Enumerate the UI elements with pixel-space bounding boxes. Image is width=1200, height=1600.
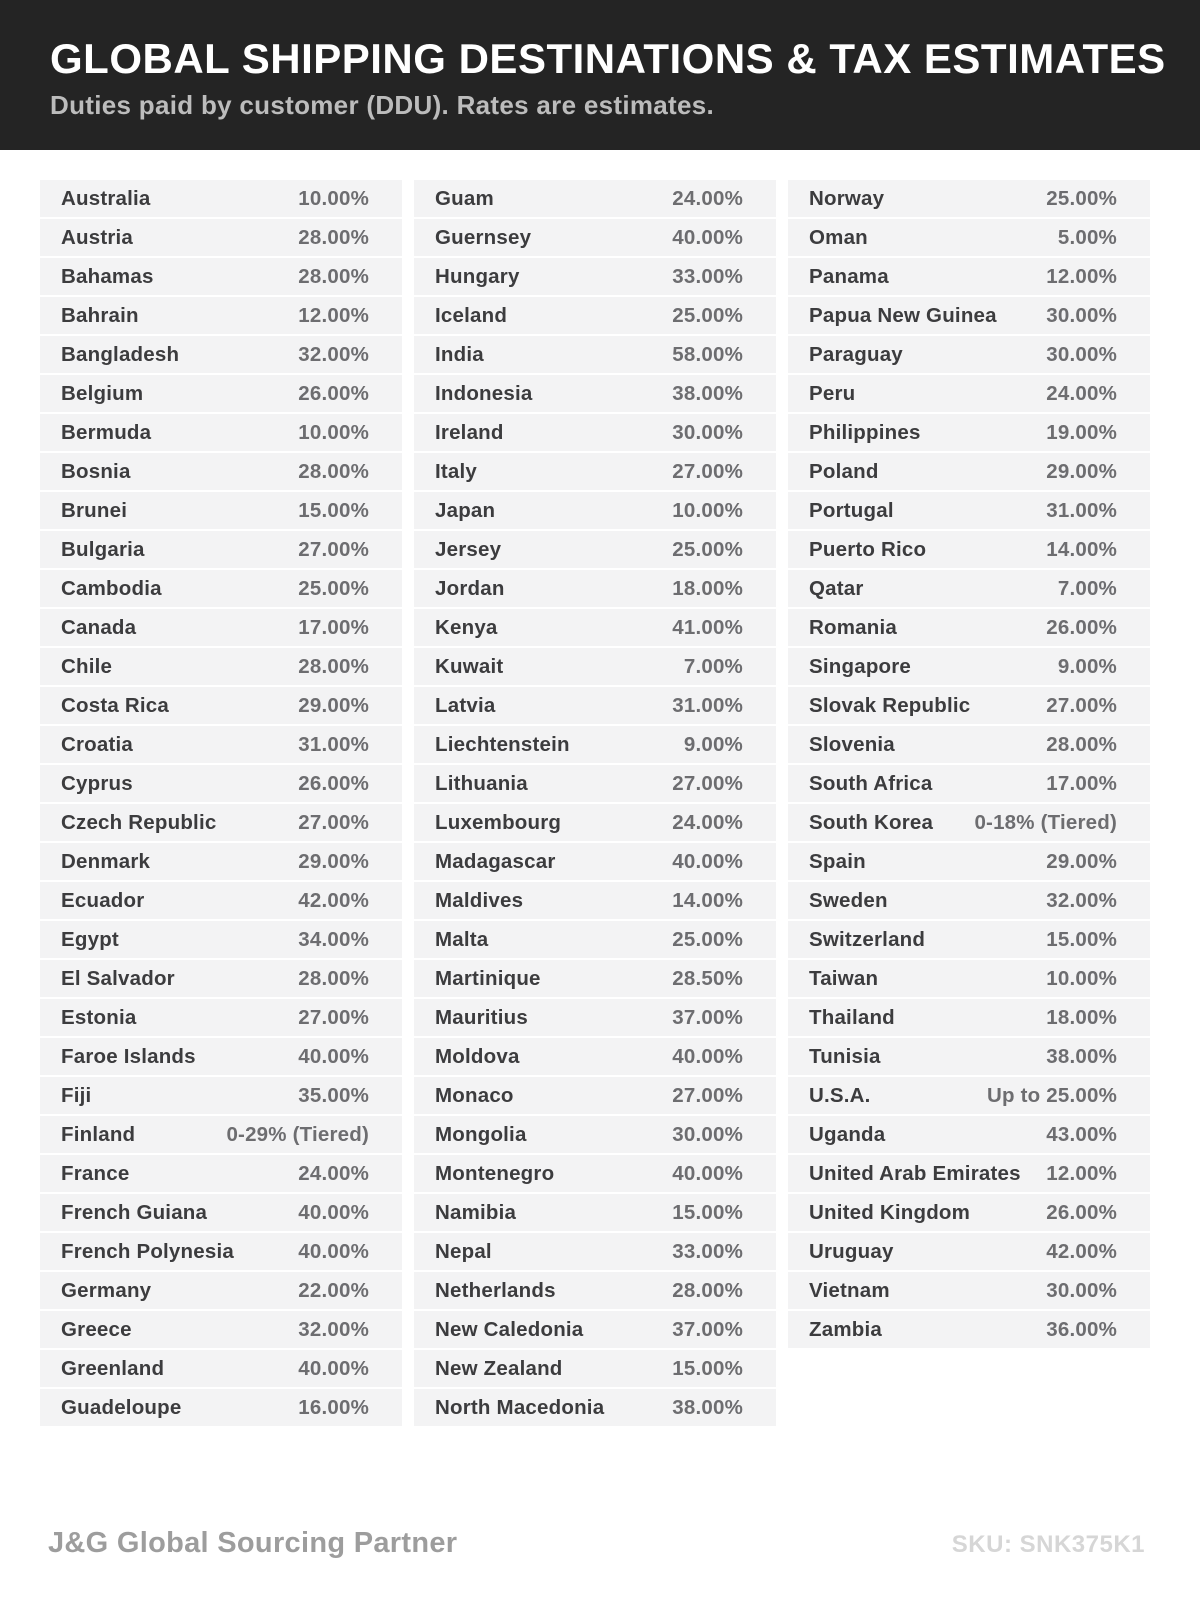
tax-rate: 32.00% — [298, 1317, 369, 1341]
country-name: United Arab Emirates — [809, 1161, 1021, 1185]
country-name: Bangladesh — [61, 342, 180, 366]
tax-rate: 35.00% — [298, 1083, 369, 1107]
country-name: Nepal — [435, 1239, 492, 1263]
table-row — [40, 180, 402, 217]
tax-rate: 31.00% — [672, 693, 743, 717]
tax-rate: 27.00% — [298, 1005, 369, 1029]
table-row — [788, 1233, 1150, 1270]
country-name: Peru — [809, 381, 856, 405]
country-name: Finland — [61, 1122, 136, 1146]
tax-rate: 15.00% — [298, 498, 369, 522]
tax-rate: 32.00% — [1046, 888, 1117, 912]
table-row — [414, 1116, 776, 1153]
tax-rate: 41.00% — [672, 615, 743, 639]
table-row — [788, 492, 1150, 529]
table-row — [788, 960, 1150, 997]
country-name: Jersey — [435, 537, 502, 561]
table-row — [788, 1272, 1150, 1309]
tax-rate: 26.00% — [298, 771, 369, 795]
table-row — [40, 492, 402, 529]
country-name: Qatar — [809, 576, 864, 600]
tax-rate: 28.00% — [298, 654, 369, 678]
table-row — [788, 375, 1150, 412]
table-row — [788, 882, 1150, 919]
tax-rate: 24.00% — [1046, 381, 1117, 405]
table-row — [788, 687, 1150, 724]
tax-rate: 29.00% — [298, 693, 369, 717]
country-name: Egypt — [61, 927, 119, 951]
table-row — [40, 648, 402, 685]
tax-rate: 28.00% — [672, 1278, 743, 1302]
country-name: Greenland — [61, 1356, 165, 1380]
tax-rate: 24.00% — [298, 1161, 369, 1185]
tax-rate: 28.00% — [298, 966, 369, 990]
country-name: Ecuador — [61, 888, 145, 912]
country-name: New Zealand — [435, 1356, 563, 1380]
table-row — [40, 765, 402, 802]
country-name: Montenegro — [435, 1161, 555, 1185]
tax-rate: 34.00% — [298, 927, 369, 951]
tax-rate: 12.00% — [1046, 1161, 1117, 1185]
tax-rate: 17.00% — [1046, 771, 1117, 795]
tax-rate: 29.00% — [1046, 849, 1117, 873]
table-row — [414, 492, 776, 529]
table-row — [788, 765, 1150, 802]
tax-rate: 40.00% — [298, 1044, 369, 1068]
table-row — [788, 999, 1150, 1036]
table-row — [788, 258, 1150, 295]
country-name: Mauritius — [435, 1005, 528, 1029]
table-row — [40, 1194, 402, 1231]
table-row — [414, 414, 776, 451]
tax-rate: 10.00% — [672, 498, 743, 522]
table-row — [40, 687, 402, 724]
country-name: French Polynesia — [61, 1239, 234, 1263]
country-name: Latvia — [435, 693, 496, 717]
tax-rate: 27.00% — [298, 537, 369, 561]
table-row — [788, 1038, 1150, 1075]
tax-rate: 27.00% — [1046, 693, 1117, 717]
table-row — [414, 804, 776, 841]
country-name: Iceland — [435, 303, 508, 327]
country-name: New Caledonia — [435, 1317, 584, 1341]
table-row — [40, 1311, 402, 1348]
table-row — [40, 726, 402, 763]
table-row — [40, 1233, 402, 1270]
table-row — [788, 453, 1150, 490]
tax-rate: 18.00% — [672, 576, 743, 600]
country-name: Zambia — [809, 1317, 882, 1341]
country-name: Netherlands — [435, 1278, 556, 1302]
country-name: Taiwan — [809, 966, 879, 990]
tax-rate: 24.00% — [672, 186, 743, 210]
country-name: Papua New Guinea — [809, 303, 997, 327]
tax-rate: 40.00% — [672, 225, 743, 249]
table-row — [40, 921, 402, 958]
table-row — [788, 1155, 1150, 1192]
country-name: Romania — [809, 615, 897, 639]
country-name: Maldives — [435, 888, 524, 912]
tax-rate: 0-29% (Tiered) — [226, 1122, 369, 1146]
tax-rate: 27.00% — [672, 771, 743, 795]
table-row — [40, 258, 402, 295]
tax-rate: 28.00% — [298, 264, 369, 288]
country-name: Philippines — [809, 420, 921, 444]
country-name: Costa Rica — [61, 693, 169, 717]
country-name: El Salvador — [61, 966, 175, 990]
country-name: Vietnam — [809, 1278, 890, 1302]
country-name: Lithuania — [435, 771, 528, 795]
tax-rate: 22.00% — [298, 1278, 369, 1302]
tax-rate: 29.00% — [1046, 459, 1117, 483]
table-row — [40, 297, 402, 334]
country-name: Greece — [61, 1317, 132, 1341]
country-name: Madagascar — [435, 849, 556, 873]
table-row — [414, 1272, 776, 1309]
country-name: Malta — [435, 927, 489, 951]
table-row — [414, 570, 776, 607]
table-row — [414, 1194, 776, 1231]
table-row — [40, 843, 402, 880]
tax-rate: 30.00% — [1046, 303, 1117, 327]
tax-rate: 17.00% — [298, 615, 369, 639]
table-row — [414, 1233, 776, 1270]
country-name: Bahrain — [61, 303, 139, 327]
table-row — [414, 1155, 776, 1192]
country-name: Czech Republic — [61, 810, 217, 834]
tax-rate: 30.00% — [672, 420, 743, 444]
header-banner — [0, 0, 1200, 150]
table-row — [40, 1350, 402, 1387]
table-row — [40, 219, 402, 256]
rates-column-2 — [414, 180, 776, 1428]
tax-rate: 30.00% — [672, 1122, 743, 1146]
tax-rate: 40.00% — [298, 1239, 369, 1263]
rates-table — [40, 180, 1150, 1428]
table-row — [788, 1077, 1150, 1114]
country-name: Spain — [809, 849, 866, 873]
country-name: Canada — [61, 615, 137, 639]
country-name: Bahamas — [61, 264, 154, 288]
table-row — [414, 375, 776, 412]
table-row — [40, 1116, 402, 1153]
tax-rate: 42.00% — [1046, 1239, 1117, 1263]
tax-rate: 27.00% — [672, 459, 743, 483]
country-name: Thailand — [809, 1005, 895, 1029]
country-name: Guadeloupe — [61, 1395, 182, 1419]
sku-label: SKU: SNK375K1 — [951, 1531, 1145, 1558]
table-row — [414, 1311, 776, 1348]
table-row — [788, 804, 1150, 841]
table-row — [414, 1389, 776, 1426]
tax-rate: 18.00% — [1046, 1005, 1117, 1029]
tax-rate: 28.00% — [298, 459, 369, 483]
tax-rate: 25.00% — [298, 576, 369, 600]
country-name: Uganda — [809, 1122, 886, 1146]
table-row — [414, 882, 776, 919]
country-name: Australia — [61, 186, 151, 210]
tax-rate: 29.00% — [298, 849, 369, 873]
country-name: Tunisia — [809, 1044, 881, 1068]
tax-rate: 28.00% — [1046, 732, 1117, 756]
table-row — [40, 1077, 402, 1114]
table-row — [788, 219, 1150, 256]
tax-rate: 25.00% — [672, 537, 743, 561]
country-name: Poland — [809, 459, 879, 483]
country-name: Moldova — [435, 1044, 520, 1068]
table-row — [414, 180, 776, 217]
country-name: Austria — [61, 225, 134, 249]
country-name: Bermuda — [61, 420, 152, 444]
country-name: North Macedonia — [435, 1395, 605, 1419]
country-name: Mongolia — [435, 1122, 527, 1146]
tax-rate: 7.00% — [683, 654, 743, 678]
tax-rate: 14.00% — [672, 888, 743, 912]
tax-rate: 58.00% — [672, 342, 743, 366]
table-row — [40, 882, 402, 919]
table-row — [414, 960, 776, 997]
footer — [0, 1527, 1200, 1560]
country-name: Bosnia — [61, 459, 131, 483]
table-row — [40, 1038, 402, 1075]
tax-rate: 40.00% — [672, 1044, 743, 1068]
table-row — [788, 609, 1150, 646]
table-row — [414, 765, 776, 802]
country-name: Oman — [809, 225, 868, 249]
table-row — [40, 609, 402, 646]
table-row — [788, 1311, 1150, 1348]
country-name: Kenya — [435, 615, 498, 639]
country-name: Denmark — [61, 849, 151, 873]
country-name: Bulgaria — [61, 537, 145, 561]
country-name: Cambodia — [61, 576, 162, 600]
tax-rate: 25.00% — [672, 927, 743, 951]
table-row — [414, 531, 776, 568]
tax-rate: 15.00% — [1046, 927, 1117, 951]
tax-rate: 30.00% — [1046, 1278, 1117, 1302]
tax-rate: 0-18% (Tiered) — [974, 810, 1117, 834]
country-name: Sweden — [809, 888, 888, 912]
table-row — [40, 960, 402, 997]
table-row — [414, 1038, 776, 1075]
country-name: India — [435, 342, 484, 366]
tax-rate: 15.00% — [672, 1200, 743, 1224]
table-row — [788, 180, 1150, 217]
tax-rate: 38.00% — [672, 1395, 743, 1419]
table-row — [40, 1272, 402, 1309]
tax-rate: 19.00% — [1046, 420, 1117, 444]
table-row — [40, 570, 402, 607]
country-name: Indonesia — [435, 381, 533, 405]
country-name: Martinique — [435, 966, 541, 990]
tax-rate: 28.50% — [672, 966, 743, 990]
rates-column-3 — [788, 180, 1150, 1350]
table-row — [40, 375, 402, 412]
country-name: Japan — [435, 498, 496, 522]
country-name: South Africa — [809, 771, 933, 795]
table-row — [414, 258, 776, 295]
table-row — [414, 336, 776, 373]
country-name: Panama — [809, 264, 889, 288]
table-row — [414, 1077, 776, 1114]
country-name: Fiji — [61, 1083, 92, 1107]
table-row — [414, 999, 776, 1036]
table-row — [414, 726, 776, 763]
tax-rate: 9.00% — [683, 732, 743, 756]
country-name: Puerto Rico — [809, 537, 927, 561]
tax-rate: 26.00% — [298, 381, 369, 405]
table-row — [40, 804, 402, 841]
table-row — [414, 687, 776, 724]
table-row — [414, 453, 776, 490]
table-row — [788, 1116, 1150, 1153]
country-name: Belgium — [61, 381, 144, 405]
tax-rate: 38.00% — [1046, 1044, 1117, 1068]
country-name: France — [61, 1161, 130, 1185]
tax-rate: 40.00% — [298, 1200, 369, 1224]
country-name: Guernsey — [435, 225, 532, 249]
tax-rate: Up to 25.00% — [987, 1083, 1117, 1107]
footer-brand: J&G Global Sourcing Partner — [48, 1527, 458, 1559]
tax-rate: 12.00% — [298, 303, 369, 327]
country-name: Slovak Republic — [809, 693, 971, 717]
country-name: Faroe Islands — [61, 1044, 196, 1068]
table-row — [414, 843, 776, 880]
tax-rate: 33.00% — [672, 1239, 743, 1263]
table-row — [40, 336, 402, 373]
table-row — [414, 297, 776, 334]
tax-rate: 15.00% — [672, 1356, 743, 1380]
tax-rate: 12.00% — [1046, 264, 1117, 288]
table-row — [414, 219, 776, 256]
country-name: Croatia — [61, 732, 134, 756]
tax-rate: 38.00% — [672, 381, 743, 405]
tax-rate: 9.00% — [1057, 654, 1117, 678]
table-row — [788, 843, 1150, 880]
country-name: Brunei — [61, 498, 128, 522]
tax-rate: 24.00% — [672, 810, 743, 834]
table-row — [788, 726, 1150, 763]
country-name: Jordan — [435, 576, 505, 600]
tax-rate: 16.00% — [298, 1395, 369, 1419]
tax-rate: 25.00% — [1046, 186, 1117, 210]
country-name: French Guiana — [61, 1200, 208, 1224]
table-row — [414, 921, 776, 958]
table-row — [414, 609, 776, 646]
country-name: Estonia — [61, 1005, 137, 1029]
tax-rate: 28.00% — [298, 225, 369, 249]
tax-rate: 10.00% — [298, 420, 369, 444]
tax-rate: 40.00% — [672, 1161, 743, 1185]
table-row — [788, 648, 1150, 685]
country-name: Portugal — [809, 498, 894, 522]
country-name: Norway — [809, 186, 885, 210]
country-name: Paraguay — [809, 342, 903, 366]
tax-rate: 36.00% — [1046, 1317, 1117, 1341]
country-name: United Kingdom — [809, 1200, 971, 1224]
tax-rate: 33.00% — [672, 264, 743, 288]
tax-rate: 32.00% — [298, 342, 369, 366]
country-name: Hungary — [435, 264, 520, 288]
country-name: Monaco — [435, 1083, 514, 1107]
tax-rate: 25.00% — [672, 303, 743, 327]
tax-rate: 37.00% — [672, 1005, 743, 1029]
page-subtitle: Duties paid by customer (DDU). Rates are estimates. — [50, 90, 715, 121]
table-row — [788, 414, 1150, 451]
tax-rate: 7.00% — [1057, 576, 1117, 600]
rates-column-1 — [40, 180, 402, 1428]
country-name: Ireland — [435, 420, 504, 444]
table-row — [788, 1194, 1150, 1231]
table-row — [788, 531, 1150, 568]
country-name: Uruguay — [809, 1239, 894, 1263]
tax-rate: 5.00% — [1057, 225, 1117, 249]
country-name: Slovenia — [809, 732, 895, 756]
country-name: Guam — [435, 186, 494, 210]
tax-rate: 26.00% — [1046, 1200, 1117, 1224]
tax-rate: 27.00% — [298, 810, 369, 834]
country-name: Singapore — [809, 654, 912, 678]
country-name: U.S.A. — [809, 1083, 871, 1107]
tax-rate: 10.00% — [1046, 966, 1117, 990]
country-name: South Korea — [809, 810, 934, 834]
table-row — [40, 1389, 402, 1426]
table-row — [788, 921, 1150, 958]
country-name: Luxembourg — [435, 810, 562, 834]
tax-rate: 31.00% — [298, 732, 369, 756]
tax-rate: 26.00% — [1046, 615, 1117, 639]
tax-rate: 30.00% — [1046, 342, 1117, 366]
country-name: Cyprus — [61, 771, 133, 795]
page-title: GLOBAL SHIPPING DESTINATIONS & TAX ESTIMATES — [50, 35, 1166, 82]
tax-rate: 40.00% — [672, 849, 743, 873]
table-row — [414, 648, 776, 685]
tax-rate: 43.00% — [1046, 1122, 1117, 1146]
tax-rate: 40.00% — [298, 1356, 369, 1380]
table-row — [40, 414, 402, 451]
country-name: Italy — [435, 459, 478, 483]
country-name: Germany — [61, 1278, 152, 1302]
table-row — [788, 297, 1150, 334]
tax-rate: 10.00% — [298, 186, 369, 210]
table-row — [40, 1155, 402, 1192]
table-row — [40, 531, 402, 568]
table-row — [40, 999, 402, 1036]
country-name: Chile — [61, 654, 113, 678]
table-row — [788, 336, 1150, 373]
tax-rate: 31.00% — [1046, 498, 1117, 522]
country-name: Kuwait — [435, 654, 504, 678]
tax-rate: 14.00% — [1046, 537, 1117, 561]
table-row — [414, 1350, 776, 1387]
country-name: Namibia — [435, 1200, 517, 1224]
country-name: Liechtenstein — [435, 732, 570, 756]
tax-rate: 27.00% — [672, 1083, 743, 1107]
tax-rate: 42.00% — [298, 888, 369, 912]
country-name: Switzerland — [809, 927, 926, 951]
tax-rate: 37.00% — [672, 1317, 743, 1341]
table-row — [40, 453, 402, 490]
table-row — [788, 570, 1150, 607]
